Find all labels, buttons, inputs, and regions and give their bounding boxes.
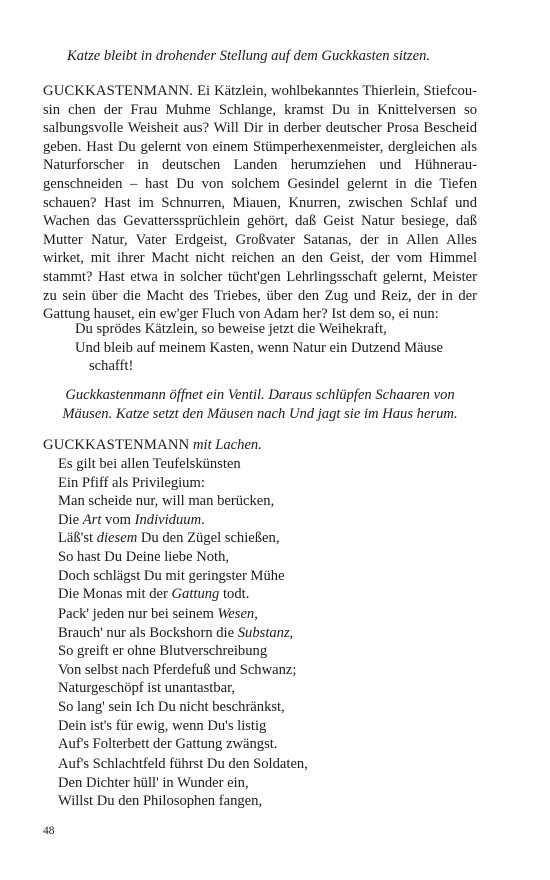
verse-line: Es gilt bei allen Teufelskünsten [58, 456, 241, 472]
verse-line: Auf's Folterbett der Gattung zwängst. [58, 736, 278, 753]
verse-line: So greift er ohne Blutverschreibung [58, 643, 268, 660]
stage-line: Mäusen. Katze setzt den Mäusen nach Und jagt sie im Haus herum. [62, 405, 458, 422]
stage-direction-mice [43, 386, 477, 423]
stage-direction-cat: Katze bleibt in drohender Stellung auf dem Guckkasten sitzen. [67, 48, 431, 64]
verse-line: Von selbst nach Pferdefuß und Schwanz; [58, 661, 297, 678]
verse-line: So lang' sein Ich Du nicht beschränkst, [58, 698, 285, 715]
speaker-name: GUCKKASTENMANN [43, 437, 190, 453]
verse-line: Pack' jeden nur bei seinem Wesen, [58, 606, 258, 622]
book-page [43, 0, 477, 880]
emphasis: Wesen [217, 606, 255, 622]
verse-line: Ein Pfiff als Privilegium: [58, 474, 205, 491]
emphasis: Individuum [134, 511, 202, 528]
stage-line: Guckkastenmann öffnet ein Ventil. Daraus schlüpfen Schaaren von [65, 387, 455, 403]
verse-line: Man scheide nur, will man berücken, [58, 493, 275, 510]
verse-line-continuation: schafft! [89, 358, 134, 375]
emphasis: Art [82, 511, 102, 528]
verse-line: Und bleib auf meinem Kasten, wenn Natur ein Dutzend Mäuse [75, 339, 443, 356]
verse-line: Auf's Schlachtfeld führst Du den Soldaten, [58, 756, 308, 772]
verse-line: Doch schlägst Du mit geringster Mühe [58, 567, 285, 584]
verse-line: Die Art vom Individuum. [58, 511, 205, 528]
song-speaker-line [43, 436, 477, 455]
verse-line: So hast Du Deine liebe Noth, [58, 548, 230, 565]
cat-verse-block [43, 320, 477, 376]
speech-paragraph [43, 82, 477, 324]
emphasis: Gattung [171, 586, 220, 603]
verse-line: Den Dichter hüll' in Wunder ein, [58, 774, 249, 791]
verse-line: Läß'st diesem Du den Zügel schießen, [58, 530, 280, 547]
verse-line: Die Monas mit der Gattung todt. [58, 586, 250, 603]
speech-text: Ei Kätzlein, wohlbekanntes Thierlein, Stiefcousin chen der Frau Muhme Schlange, kramst Du in Knittelversen so salbungsvolle Weisheit aus? Will Dir in derber deutscher Prosa Bescheid geben. Hast Du gelernt von einem Stümperhexenmeister, dergleichen als Naturforscher in deutschen Landen herumziehen und Hühneraugenschneiden – hast Du von solchem Gesindel gelernt in die Tiefen schauen? Hast im Schnurren, Miauen, Knurren, zwischen Schlaf und Wachen das Gevatterssprüchlein gehört, daß Geist Natur besiege, daß Mutter Natur, Vater Erdgeist, Großvater Satanas, der in Allen Alles wirket, mit ihrer Macht nicht reichen an den Geist, der vom Himmel stammt? Hast etwa in solcher tücht'gen Lehrlingsschaft gelernt, Meister zu sein über die Macht des Triebes, über den Zug und Reiz, der in der Gattung hauset, ein ew'ger Fluch von Adam her? Ist dem so, ei nun: [43, 83, 477, 323]
speaker-name: GUCKKASTENMANN. [43, 83, 194, 99]
page-number: 48 [43, 825, 55, 837]
emphasis: Substanz [237, 624, 290, 641]
song-stanza-2 [58, 605, 492, 754]
song-stanza-3 [58, 755, 492, 811]
verse-line: Brauch' nur als Bockshorn die Substanz, [58, 624, 294, 641]
speaker-direction: mit Lachen. [192, 437, 262, 453]
verse-line: Willst Du den Philosophen fangen, [58, 793, 263, 810]
verse-line: Dein ist's für ewig, wenn Du's listig [58, 717, 267, 734]
song-stanza-1 [58, 455, 492, 604]
emphasis: diesem [96, 530, 138, 547]
verse-line: Du sprödes Kätzlein, so beweise jetzt die Weihekraft, [75, 321, 387, 337]
verse-line: Naturgeschöpf ist unantastbar, [58, 680, 236, 697]
